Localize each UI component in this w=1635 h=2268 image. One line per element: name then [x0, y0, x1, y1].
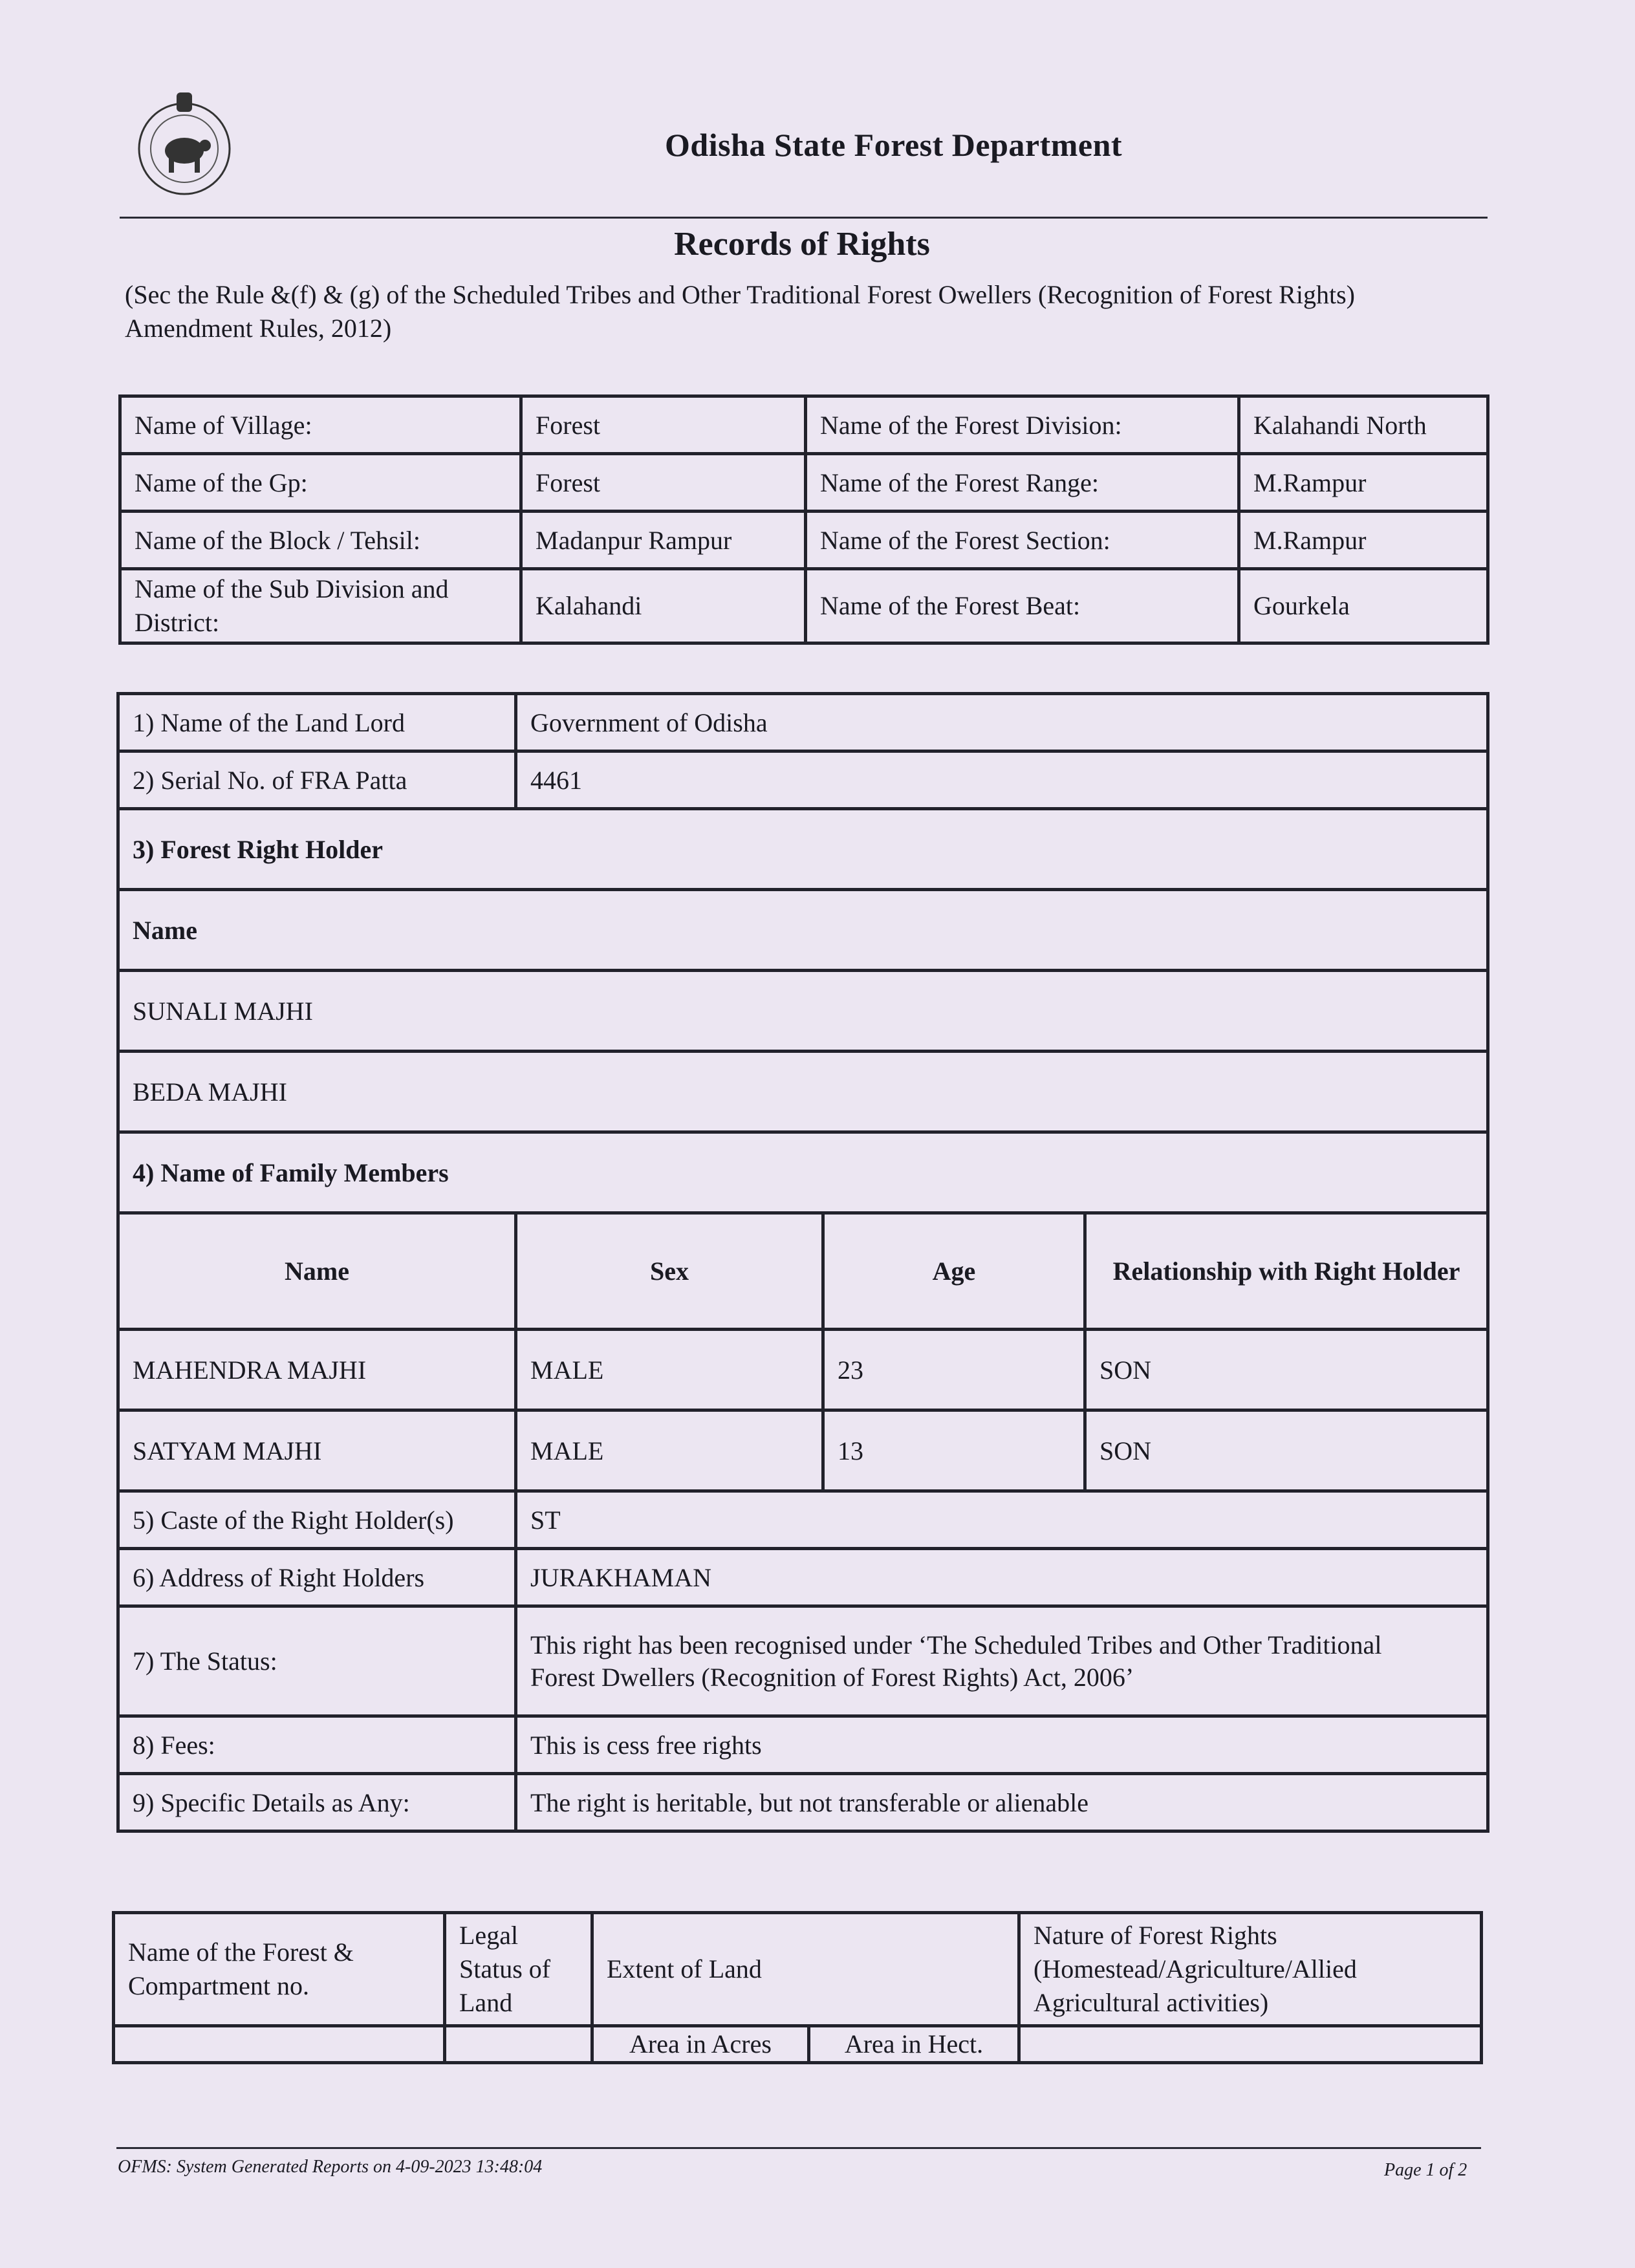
- table-row: [118, 971, 1488, 1052]
- forest-compartment-header: Name of the Forest & Compartment no.: [114, 1913, 445, 2026]
- rights-details-table: [116, 692, 1489, 1833]
- table-row: [118, 809, 1488, 890]
- family-col-age: Age: [823, 1213, 1085, 1330]
- block-label: Name of the Block / Tehsil:: [120, 512, 521, 569]
- caste-value: ST: [516, 1491, 1488, 1549]
- table-row: [118, 694, 1488, 751]
- holder-heading: 3) Forest Right Holder: [118, 809, 1488, 890]
- document-title: Records of Rights: [674, 226, 930, 263]
- table-row: [118, 1052, 1488, 1132]
- range-value: M.Rampur: [1239, 454, 1488, 512]
- document-subtitle: (Sec the Rule &(f) & (g) of the Scheduled Tribes and Other Traditional Forest Owellers (Recognition of Forest Rights) Amendment Rules, 2012): [125, 280, 1355, 343]
- table-row: [118, 1213, 1488, 1330]
- table-row: [118, 890, 1488, 971]
- subdivision-value: Kalahandi: [521, 569, 806, 643]
- serial-value: 4461: [516, 751, 1488, 809]
- table-row: [118, 1606, 1488, 1716]
- landlord-label: 1) Name of the Land Lord: [118, 694, 516, 751]
- land-extent-table: [112, 1911, 1483, 2064]
- table-row: [120, 512, 1488, 569]
- block-value: Madanpur Rampur: [521, 512, 806, 569]
- table-row: [120, 454, 1488, 512]
- member-relationship: SON: [1085, 1330, 1488, 1410]
- table-row: [118, 1330, 1488, 1410]
- family-heading: 4) Name of Family Members: [118, 1132, 1488, 1213]
- member-relationship: SON: [1085, 1410, 1488, 1491]
- range-label: Name of the Forest Range:: [806, 454, 1239, 512]
- status-line: Forest Dwellers (Recognition of Forest Rights) Act, 2006’: [530, 1662, 1134, 1692]
- extent-of-land-header: Extent of Land: [592, 1913, 1019, 2026]
- gp-value: Forest: [521, 454, 806, 512]
- address-value: JURAKHAMAN: [516, 1549, 1488, 1606]
- village-value: Forest: [521, 396, 806, 454]
- caste-label: 5) Caste of the Right Holder(s): [118, 1491, 516, 1549]
- member-name: SATYAM MAJHI: [118, 1410, 516, 1491]
- specific-value: The right is heritable, but not transferable or alienable: [516, 1774, 1488, 1831]
- table-row: [114, 2026, 1482, 2063]
- division-value: Kalahandi North: [1239, 396, 1488, 454]
- section-value: M.Rampur: [1239, 512, 1488, 569]
- fees-label: 8) Fees:: [118, 1716, 516, 1774]
- section-label: Name of the Forest Section:: [806, 512, 1239, 569]
- header-divider: [120, 217, 1488, 219]
- family-col-sex: Sex: [516, 1213, 823, 1330]
- table-row: [118, 1132, 1488, 1213]
- area-hect-header: Area in Hect.: [809, 2026, 1019, 2063]
- subdivision-label: Name of the Sub Division and District:: [120, 569, 521, 643]
- fees-value: This is cess free rights: [516, 1716, 1488, 1774]
- division-label: Name of the Forest Division:: [806, 396, 1239, 454]
- address-label: 6) Address of Right Holders: [118, 1549, 516, 1606]
- nature-of-rights-cell: [1019, 2026, 1482, 2063]
- holder-name: SUNALI MAJHI: [118, 971, 1488, 1052]
- location-table: [118, 394, 1489, 645]
- gp-label: Name of the Gp:: [120, 454, 521, 512]
- table-row: [114, 1913, 1482, 2026]
- nature-of-rights-header: Nature of Forest Rights (Homestead/Agriculture/Allied Agricultural activities): [1019, 1913, 1482, 2026]
- table-row: [118, 1774, 1488, 1831]
- generation-timestamp: OFMS: System Generated Reports on 4-09-2023 13:48:04: [118, 2157, 543, 2177]
- holder-name-heading: Name: [118, 890, 1488, 971]
- member-age: 13: [823, 1410, 1085, 1491]
- table-row: [118, 1549, 1488, 1606]
- legal-status-header: Legal Status of Land: [445, 1913, 592, 2026]
- landlord-value: Government of Odisha: [516, 694, 1488, 751]
- table-row: [118, 1716, 1488, 1774]
- odisha-government-emblem-icon: [133, 87, 236, 197]
- village-label: Name of Village:: [120, 396, 521, 454]
- legal-status-cell: [445, 2026, 592, 2063]
- forest-compartment-cell: [114, 2026, 445, 2063]
- status-label: 7) The Status:: [118, 1606, 516, 1716]
- table-row: [118, 1410, 1488, 1491]
- member-name: MAHENDRA MAJHI: [118, 1330, 516, 1410]
- serial-label: 2) Serial No. of FRA Patta: [118, 751, 516, 809]
- member-sex: MALE: [516, 1330, 823, 1410]
- holder-name: BEDA MAJHI: [118, 1052, 1488, 1132]
- table-row: [118, 1491, 1488, 1549]
- member-age: 23: [823, 1330, 1085, 1410]
- beat-value: Gourkela: [1239, 569, 1488, 643]
- table-row: [120, 396, 1488, 454]
- beat-label: Name of the Forest Beat:: [806, 569, 1239, 643]
- specific-label: 9) Specific Details as Any:: [118, 1774, 516, 1831]
- status-line: This right has been recognised under ‘The Scheduled Tribes and Other Traditional: [530, 1630, 1382, 1659]
- table-row: [118, 751, 1488, 809]
- status-value: [516, 1606, 1488, 1716]
- member-sex: MALE: [516, 1410, 823, 1491]
- family-col-name: Name: [118, 1213, 516, 1330]
- department-name: Odisha State Forest Department: [665, 127, 1123, 163]
- page-number: Page 1 of 2: [1384, 2160, 1467, 2180]
- family-col-relationship: Relationship with Right Holder: [1085, 1213, 1488, 1330]
- table-row: [120, 569, 1488, 643]
- footer-divider: [116, 2147, 1481, 2149]
- area-acres-header: Area in Acres: [592, 2026, 809, 2063]
